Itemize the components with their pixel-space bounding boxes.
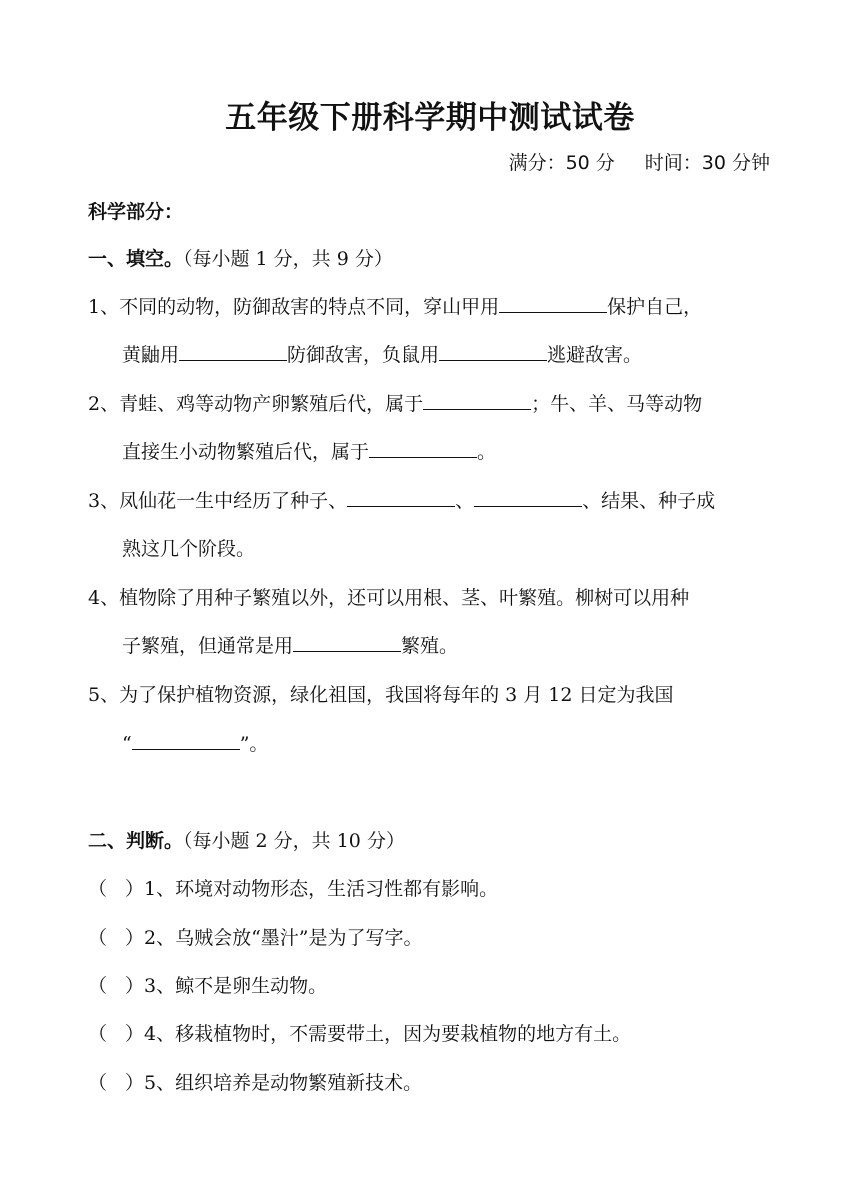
part1-note: （每小题 1 分，共 9 分） <box>183 248 393 270</box>
judgment-item <box>88 875 498 903</box>
q3-text-a: 3、凤仙花一生中经历了种子、 <box>88 490 348 512</box>
q2-blank-2[interactable] <box>369 439 477 458</box>
section-label: 科学部分： <box>88 201 184 223</box>
judgment-item-text: 2、乌贼会放“墨汁”是为了写字。 <box>144 927 423 949</box>
q5-blank-1[interactable] <box>132 731 240 750</box>
q3-blank-2[interactable] <box>474 488 582 507</box>
q5-close-quote: ”。 <box>239 733 269 755</box>
exam-meta <box>509 148 770 175</box>
question-4-line-2 <box>122 632 458 660</box>
full-score: 满分：50 分 <box>508 152 615 174</box>
question-1-line-1 <box>88 293 702 321</box>
q3-text-c: 、结果、种子成 <box>582 490 716 512</box>
question-3-line-1 <box>88 487 715 515</box>
part2-heading-row <box>88 827 405 855</box>
q3-text-b: 、 <box>455 490 475 512</box>
q4-text-c: 繁殖。 <box>401 635 459 657</box>
q2-text-d: 。 <box>477 441 497 463</box>
q3-blank-1[interactable] <box>347 488 455 507</box>
question-2-line-2 <box>122 438 496 466</box>
q1-text-b: 保护自己， <box>607 296 703 318</box>
judgment-item <box>88 972 327 1000</box>
q1-text-c: 黄鼬用 <box>122 344 180 366</box>
answer-parentheses[interactable]: （ ） <box>88 1023 145 1045</box>
question-4-line-1: 4、植物除了用种子繁殖以外，还可以用根、茎、叶繁殖。柳树可以用种 <box>88 587 690 609</box>
q1-text-a: 1、不同的动物，防御敌害的特点不同，穿山甲用 <box>88 296 500 318</box>
q2-text-a: 2、青蛙、鸡等动物产卵繁殖后代，属于 <box>88 393 424 415</box>
time-limit: 时间：30 分钟 <box>644 152 770 174</box>
judgment-item-text: 5、组织培养是动物繁殖新技术。 <box>144 1072 423 1094</box>
question-5-line-2 <box>122 730 268 758</box>
q1-blank-3[interactable] <box>439 342 547 361</box>
q4-text-b: 子繁殖，但通常是用 <box>122 635 294 657</box>
q2-blank-1[interactable] <box>423 391 531 410</box>
answer-parentheses[interactable]: （ ） <box>88 927 145 949</box>
answer-parentheses[interactable]: （ ） <box>88 975 145 997</box>
part2-note: （每小题 2 分，共 10 分） <box>183 830 405 852</box>
question-1-line-2 <box>122 341 642 369</box>
part1-heading-row <box>88 245 393 273</box>
q4-blank-1[interactable] <box>293 633 401 652</box>
question-3-line-2: 熟这几个阶段。 <box>122 538 256 560</box>
judgment-item <box>88 1020 631 1048</box>
judgment-item <box>88 924 423 952</box>
judgment-item-text: 1、环境对动物形态，生活习性都有影响。 <box>144 878 499 900</box>
judgment-item <box>88 1069 422 1097</box>
exam-title: 五年级下册科学期中测试试卷 <box>225 100 635 136</box>
question-5-line-1: 5、为了保护植物资源，绿化祖国，我国将每年的 3 月 12 日定为我国 <box>88 684 674 706</box>
question-2-line-1 <box>88 390 702 418</box>
part2-heading: 二、判断。 <box>88 830 184 852</box>
q1-blank-2[interactable] <box>179 342 287 361</box>
judgment-item-text: 3、鲸不是卵生动物。 <box>144 975 328 997</box>
answer-parentheses[interactable]: （ ） <box>88 878 145 900</box>
answer-parentheses[interactable]: （ ） <box>88 1072 145 1094</box>
q2-text-c: 直接生小动物繁殖后代，属于 <box>122 441 370 463</box>
q2-text-b: ；牛、羊、马等动物 <box>531 393 703 415</box>
q1-text-e: 逃避敌害。 <box>547 344 643 366</box>
q1-blank-1[interactable] <box>499 294 607 313</box>
part1-heading: 一、填空。 <box>88 248 184 270</box>
judgment-item-text: 4、移栽植物时，不需要带土，因为要栽植物的地方有土。 <box>144 1023 632 1045</box>
q1-text-d: 防御敌害，负鼠用 <box>287 344 440 366</box>
q5-open-quote: “ <box>122 733 132 755</box>
